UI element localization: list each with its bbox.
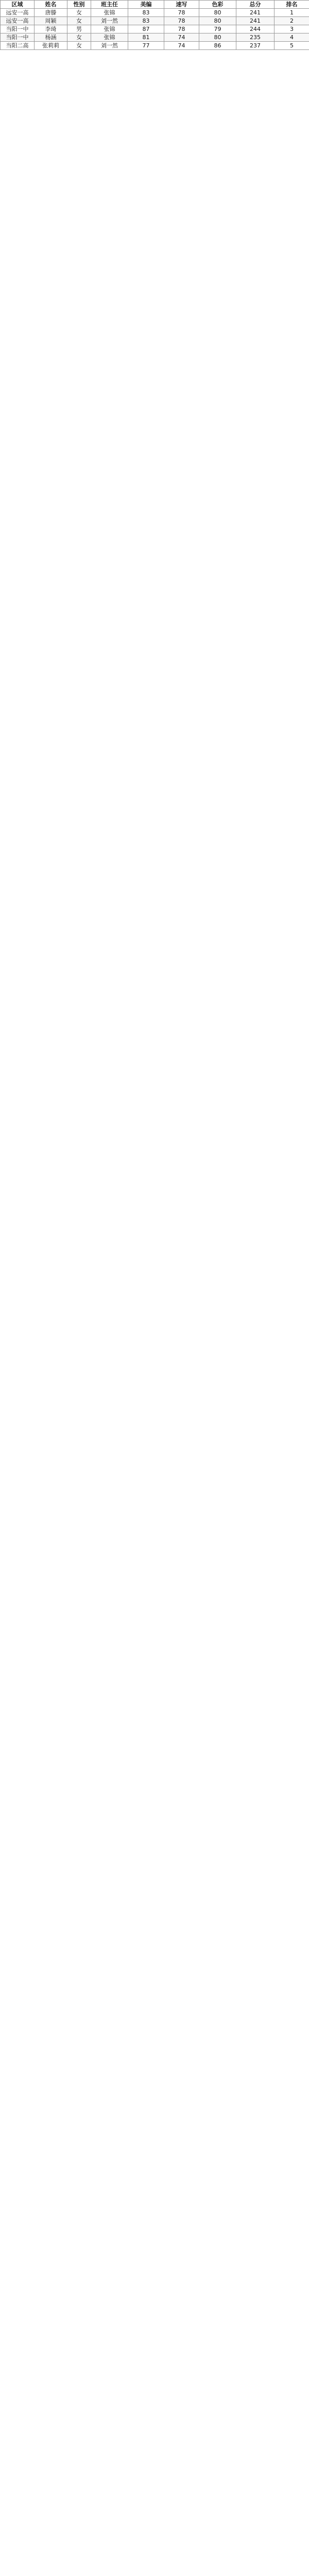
cell-col-design: 83 bbox=[128, 9, 164, 17]
cell-col-design: 81 bbox=[128, 33, 164, 42]
header-col-name: 姓名 bbox=[35, 1, 67, 9]
table-row bbox=[1, 17, 309, 25]
header-col-region: 区域 bbox=[1, 1, 35, 9]
cell-col-name: 周颖 bbox=[35, 17, 67, 25]
cell-col-design: 87 bbox=[128, 25, 164, 33]
cell-col-total: 237 bbox=[236, 42, 274, 50]
header-col-color: 色彩 bbox=[199, 1, 236, 9]
cell-col-name: 李琦 bbox=[35, 25, 67, 33]
cell-col-rank: 3 bbox=[274, 25, 309, 33]
cell-col-design: 77 bbox=[128, 42, 164, 50]
cell-col-sketch: 78 bbox=[164, 9, 199, 17]
table-row bbox=[1, 25, 309, 33]
cell-col-sketch: 78 bbox=[164, 25, 199, 33]
cell-col-gender: 女 bbox=[67, 17, 91, 25]
cell-col-design: 83 bbox=[128, 17, 164, 25]
cell-col-region: 当阳一中 bbox=[1, 25, 35, 33]
table-row bbox=[1, 42, 309, 50]
cell-col-name: 杨涵 bbox=[35, 33, 67, 42]
cell-col-name: 唐滕 bbox=[35, 9, 67, 17]
cell-col-total: 241 bbox=[236, 17, 274, 25]
cell-col-sketch: 74 bbox=[164, 33, 199, 42]
cell-col-name: 张莉莉 bbox=[35, 42, 67, 50]
header-col-rank: 排名 bbox=[274, 1, 309, 9]
cell-col-region: 当阳二高 bbox=[1, 42, 35, 50]
table-body bbox=[1, 9, 309, 50]
cell-col-color: 80 bbox=[199, 33, 236, 42]
cell-col-rank: 2 bbox=[274, 17, 309, 25]
header-col-total: 总分 bbox=[236, 1, 274, 9]
cell-col-region: 远安一高 bbox=[1, 9, 35, 17]
header-col-gender: 性别 bbox=[67, 1, 91, 9]
header-col-teacher: 班主任 bbox=[91, 1, 128, 9]
cell-col-color: 80 bbox=[199, 17, 236, 25]
cell-col-region: 远安一高 bbox=[1, 17, 35, 25]
header-col-sketch: 速写 bbox=[164, 1, 199, 9]
cell-col-rank: 5 bbox=[274, 42, 309, 50]
header-col-design: 美编 bbox=[128, 1, 164, 9]
cell-col-gender: 女 bbox=[67, 33, 91, 42]
cell-col-teacher: 张锦 bbox=[91, 9, 128, 17]
cell-col-gender: 女 bbox=[67, 9, 91, 17]
table-row bbox=[1, 9, 309, 17]
cell-col-teacher: 张锦 bbox=[91, 33, 128, 42]
header-row bbox=[1, 1, 309, 9]
table-row bbox=[1, 33, 309, 42]
cell-col-color: 80 bbox=[199, 9, 236, 17]
cell-col-gender: 女 bbox=[67, 42, 91, 50]
cell-col-teacher: 刘一然 bbox=[91, 42, 128, 50]
cell-col-color: 79 bbox=[199, 25, 236, 33]
cell-col-rank: 4 bbox=[274, 33, 309, 42]
cell-col-color: 86 bbox=[199, 42, 236, 50]
cell-col-rank: 1 bbox=[274, 9, 309, 17]
cell-col-total: 244 bbox=[236, 25, 274, 33]
cell-col-gender: 男 bbox=[67, 25, 91, 33]
cell-col-total: 235 bbox=[236, 33, 274, 42]
cell-col-sketch: 78 bbox=[164, 17, 199, 25]
cell-col-total: 241 bbox=[236, 9, 274, 17]
score-table bbox=[0, 0, 309, 50]
cell-col-sketch: 74 bbox=[164, 42, 199, 50]
cell-col-teacher: 张锦 bbox=[91, 25, 128, 33]
cell-col-teacher: 刘一然 bbox=[91, 17, 128, 25]
cell-col-region: 当阳一中 bbox=[1, 33, 35, 42]
